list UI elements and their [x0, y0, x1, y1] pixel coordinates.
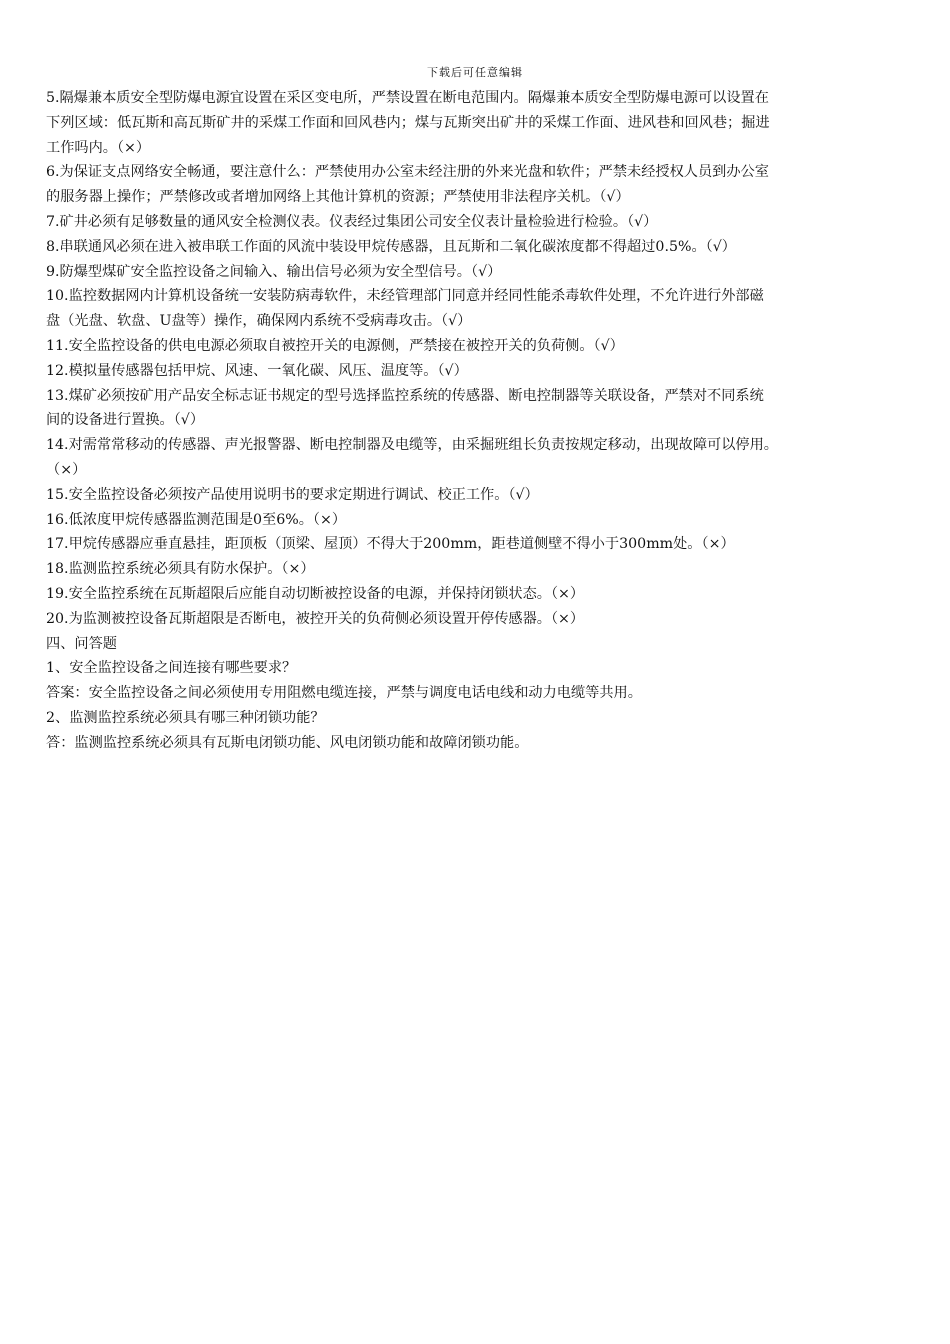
- text-line: 1、安全监控设备之间连接有哪些要求？: [46, 660, 297, 677]
- paragraph-q5: [46, 86, 910, 160]
- text-line: 20.为监测被控设备瓦斯超限是否断电，被控开关的负荷侧必须设置开停传感器。（×）: [46, 610, 585, 627]
- paragraph-q14: [46, 433, 910, 483]
- text-line: 11.安全监控设备的供电电源必须取自被控开关的电源侧，严禁接在被控开关的负荷侧。（√）: [46, 337, 624, 354]
- paragraph-q12: [46, 359, 910, 384]
- text-line: 10.监控数据网内计算机设备统一安装防病毒软件，未经管理部门同意并经同性能杀毒软件处理，不允许进行外部磁: [46, 288, 764, 305]
- text-line: 13.煤矿必须按矿用产品安全标志证书规定的型号选择监控系统的传感器、断电控制器等关联设备，严禁对不同系统: [46, 387, 764, 404]
- paragraph-qa1-answer: [46, 681, 910, 706]
- paragraph-q10: [46, 284, 910, 334]
- paragraph-q17: [46, 532, 910, 557]
- paragraph-section4: [46, 632, 910, 657]
- paragraph-q6: [46, 160, 910, 210]
- paragraph-q8: [46, 235, 910, 260]
- paragraph-qa2: [46, 706, 910, 731]
- text-line: 9.防爆型煤矿安全监控设备之间输入、输出信号必须为安全型信号。（√）: [46, 263, 502, 280]
- text-line: 19.安全监控系统在瓦斯超限后应能自动切断被控设备的电源，并保持闭锁状态。（×）: [46, 585, 585, 602]
- paragraph-q19: [46, 582, 910, 607]
- text-line: 18.监测监控系统必须具有防水保护。（×）: [46, 561, 315, 578]
- text-line: 答案：安全监控设备之间必须使用专用阻燃电缆连接，严禁与调度电话电线和动力电缆等共用。: [46, 685, 642, 702]
- paragraph-q13: [46, 384, 910, 434]
- text-line: 的服务器上操作；严禁修改或者增加网络上其他计算机的资源；严禁使用非法程序关机。（√）: [46, 189, 630, 206]
- page-header: 下载后可任意编辑: [427, 66, 523, 79]
- paragraph-qa2-answer: [46, 731, 910, 756]
- text-line: 15.安全监控设备必须按产品使用说明书的要求定期进行调试、校正工作。（√）: [46, 486, 539, 503]
- text-line: 工作吗内。（×）: [46, 139, 151, 156]
- paragraph-q20: [46, 607, 910, 632]
- text-line: 12.模拟量传感器包括甲烷、风速、一氧化碳、风压、温度等。（√）: [46, 362, 468, 379]
- text-line: 8.串联通风必须在进入被串联工作面的风流中装设甲烷传感器，且瓦斯和二氧化碳浓度都不得超过0.5%。（√）: [46, 238, 736, 255]
- text-line: 5.隔爆兼本质安全型防爆电源宜设置在采区变电所，严禁设置在断电范围内。隔爆兼本质安全型防爆电源可以设置在: [46, 90, 769, 106]
- paragraph-q16: [46, 508, 910, 533]
- paragraph-q7: [46, 210, 910, 235]
- text-line: 6.为保证支点网络安全畅通，要注意什么：严禁使用办公室未经注册的外来光盘和软件；严禁未经授权人员到办公室: [46, 164, 769, 181]
- text-line: 17.甲烷传感器应垂直悬挂，距顶板（顶梁、屋顶）不得大于200mm，距巷道侧壁不得小于300mm处。（×）: [46, 536, 735, 553]
- text-line: （×）: [46, 461, 87, 478]
- paragraph-q18: [46, 557, 910, 582]
- paragraph-qa1: [46, 656, 910, 681]
- document-body: [46, 86, 910, 756]
- text-line: 7.矿井必须有足够数量的通风安全检测仪表。仪表经过集团公司安全仪表计量检验进行检验。（√）: [46, 213, 658, 230]
- text-line: 2、监测监控系统必须具有哪三种闭锁功能？: [46, 709, 325, 726]
- text-line: 下列区域：低瓦斯和高瓦斯矿井的采煤工作面和回风巷内；煤与瓦斯突出矿井的采煤工作面、进风巷和回风巷；掘进: [46, 114, 770, 131]
- text-line: 间的设备进行置换。（√）: [46, 412, 205, 429]
- paragraph-q9: [46, 260, 910, 285]
- text-line: 答：监测监控系统必须具有瓦斯电闭锁功能、风电闭锁功能和故障闭锁功能。: [46, 734, 529, 751]
- paragraph-q11: [46, 334, 910, 359]
- text-line: 16.低浓度甲烷传感器监测范围是0至6%。（×）: [46, 511, 347, 528]
- text-line: 盘（光盘、软盘、U盘等）操作，确保网内系统不受病毒攻击。（√）: [46, 313, 472, 330]
- text-line: 14.对需常常移动的传感器、声光报警器、断电控制器及电缆等，由采掘班组长负责按规定移动，出现故障可以停用。: [46, 437, 778, 454]
- paragraph-q15: [46, 483, 910, 508]
- text-line: 四、问答题: [46, 635, 117, 652]
